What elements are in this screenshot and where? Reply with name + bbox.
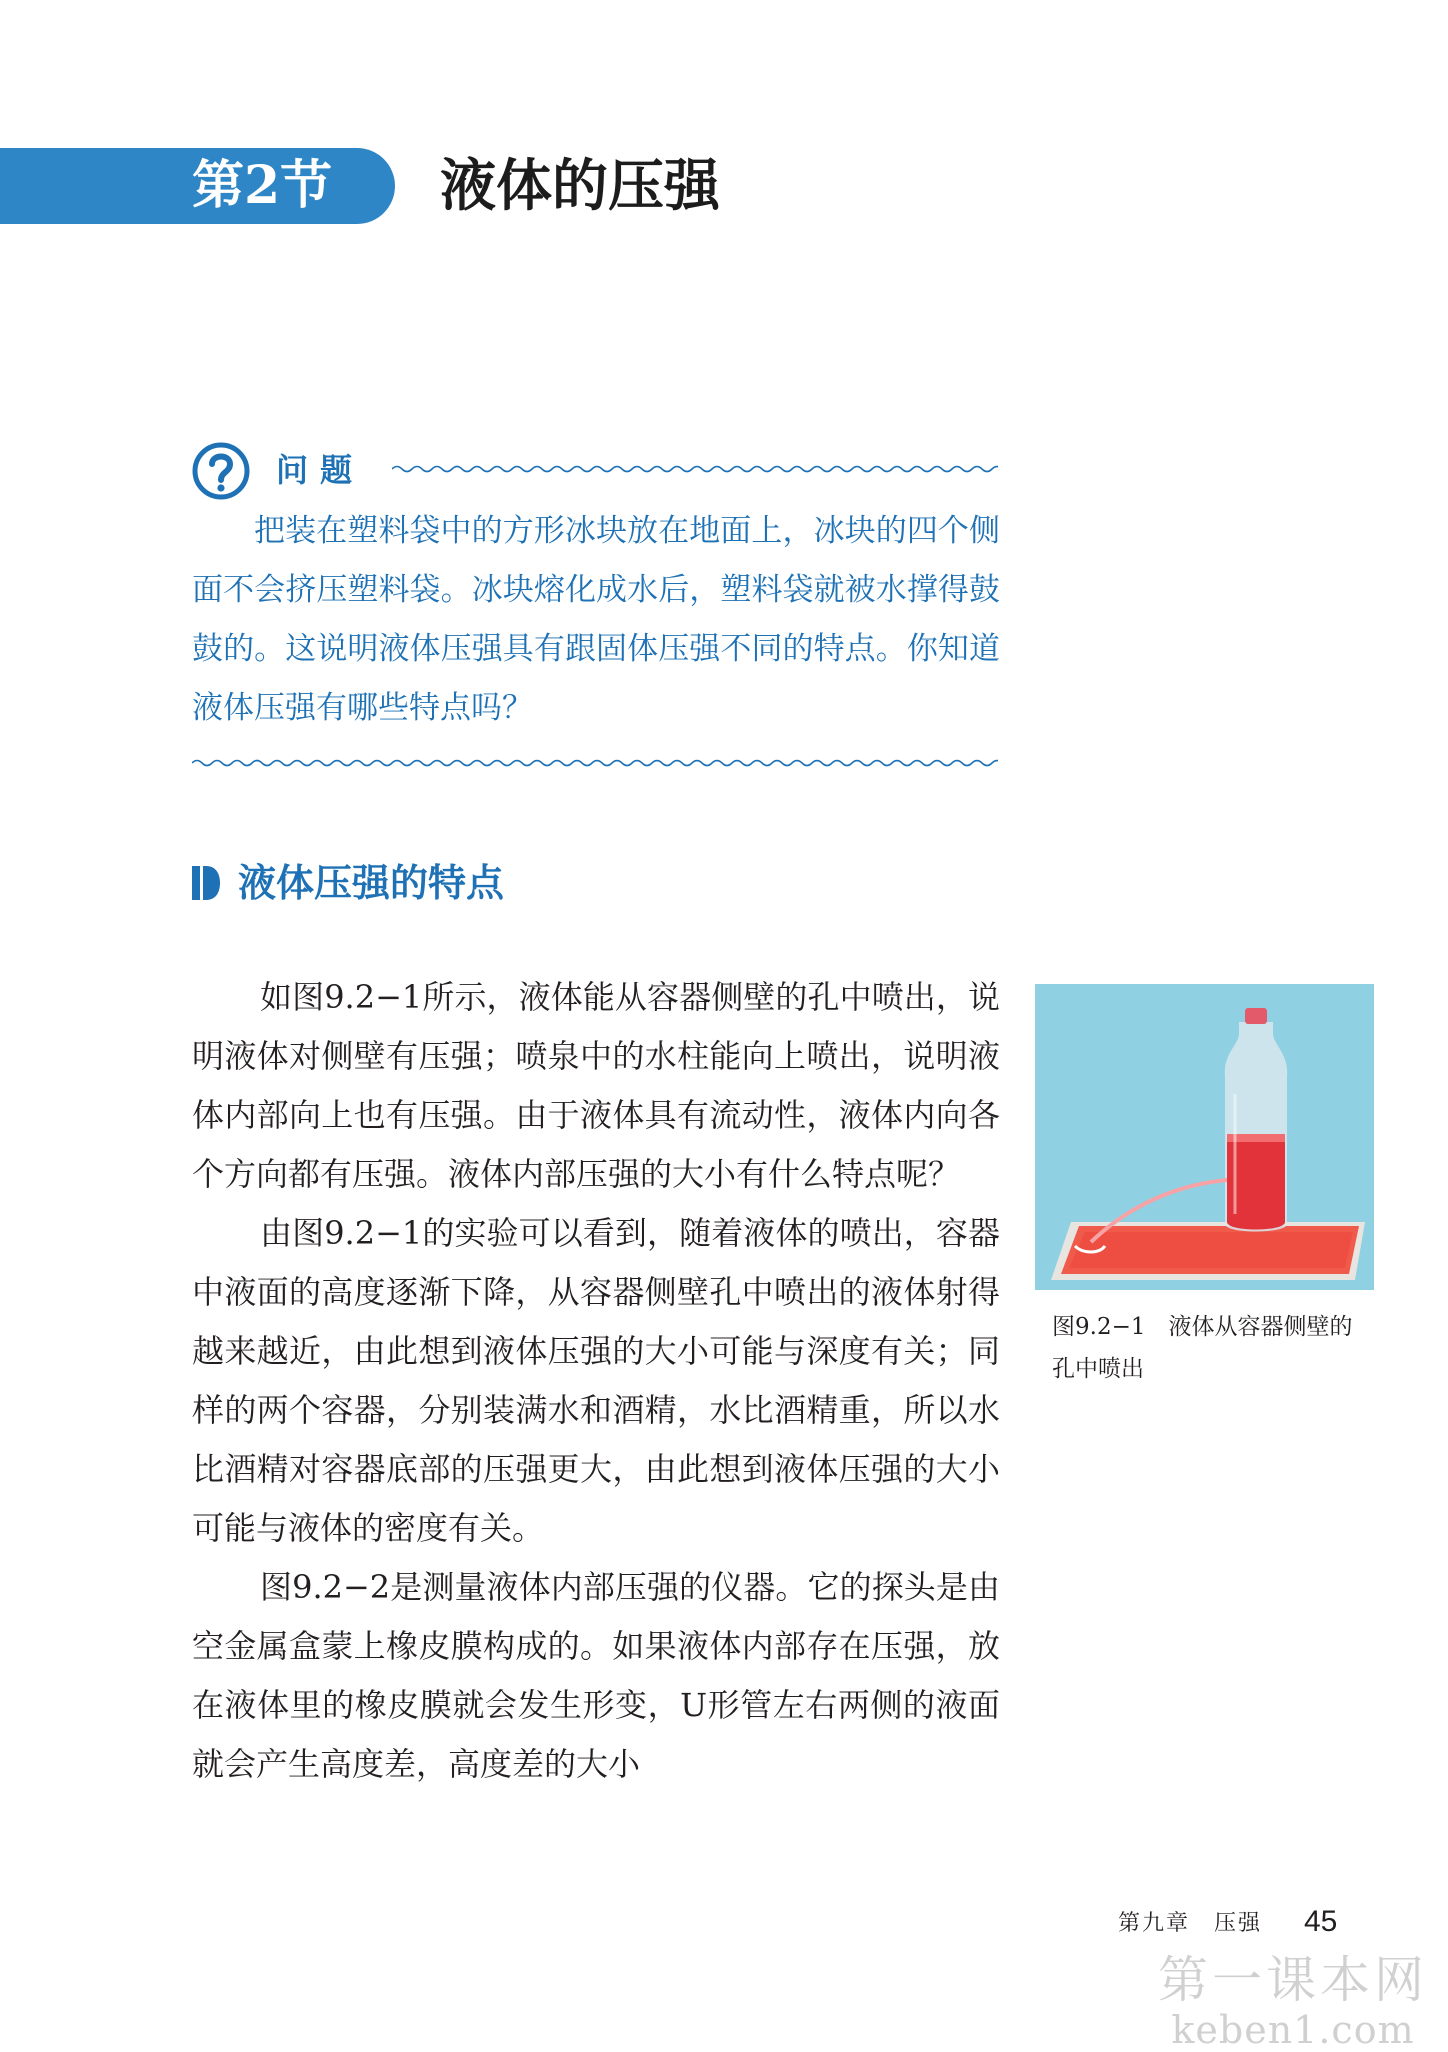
paragraph: 由图9.2−1的实验可以看到，随着液体的喷出，容器中液面的高度逐渐下降，从容器侧壁孔中喷出的液体射得越来越近，由此想到液体压强的大小可能与深度有关；同样的两个容器，分别装满水和酒精，水比酒精重，所以水比酒精对容器底部的压强更大，由此想到液体压强的大小可能与液体的密度有关。 <box>192 1214 1000 1547</box>
watermark <box>1148 1952 1438 2052</box>
watermark-line: keben1.com <box>1171 2008 1415 2052</box>
paragraph: 图9.2−2是测量液体内部压强的仪器。它的探头是由空金属盒蒙上橡皮膜构成的。如果液体内部存在压强，放在液体里的橡皮膜就会发生形变，U形管左右两侧的液面就会产生高度差，高度差的大小 <box>192 1568 1000 1783</box>
figure-caption: 图9.2−1 液体从容器侧壁的孔中喷出 <box>1052 1314 1353 1382</box>
heading-marker-icon <box>192 866 220 900</box>
section-title: 液体的压强 <box>440 153 720 219</box>
body-text <box>192 968 1000 1794</box>
question-text: 把装在塑料袋中的方形冰块放在地面上，冰块的四个侧面不会挤压塑料袋。冰块熔化成水后，塑料袋就被水撑得鼓鼓的。这说明液体压强具有跟固体压强不同的特点。你知道液体压强有哪些特点吗？ <box>192 513 1000 726</box>
section-number: 第2节 <box>192 155 333 216</box>
figure-bottle-photo <box>1035 984 1374 1290</box>
subsection-heading: 液体压强的特点 <box>238 861 505 905</box>
footer-chapter: 第九章 压强 <box>1118 1911 1263 1936</box>
wavy-divider-top <box>392 462 998 476</box>
question-label: 问题 <box>276 451 365 489</box>
page-number: 45 <box>1304 1905 1338 1938</box>
question-mark-icon <box>192 442 250 500</box>
wavy-divider-bottom <box>192 756 998 770</box>
paragraph: 如图9.2−1所示，液体能从容器侧壁的孔中喷出，说明液体对侧壁有压强；喷泉中的水柱能向上喷出，说明液体内部向上也有压强。由于液体具有流动性，液体内向各个方向都有压强。液体内部压强的大小有什么特点呢？ <box>192 978 1000 1193</box>
watermark-line: 第一课本网 <box>1158 1951 1428 2009</box>
